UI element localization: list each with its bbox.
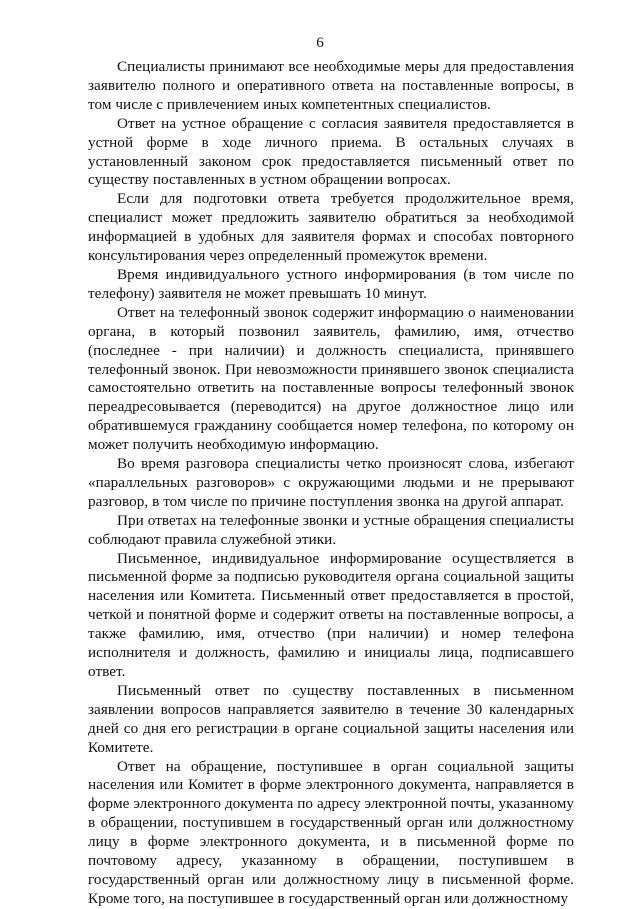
page-number: 6 <box>316 35 324 51</box>
paragraph: Ответ на обращение, поступившее в орган социальной защиты населения или Комитет в форме электронного документа, направляется в форме электронного документа по адресу электронной почты, указанному в обращении, поступившем в государственный орган или должностному лицу в форме электронного документа, и в письменной форме по почтовому адресу, указанному в обращении, поступившем в государственный орган или должностному лицу в письменной форме. Кроме того, на поступившее в государственный орган или должностному <box>88 757 574 907</box>
paragraph: Письменный ответ по существу поставленных в письменном заявлении вопросов направляется заявителю в течение 30 календарных дней со дня его регистрации в органе социальной защиты населения или Комитете. <box>88 681 574 756</box>
paragraph: Время индивидуального устного информирования (в том числе по телефону) заявителя не может превышать 10 минут. <box>88 265 574 302</box>
paragraph: Письменное, индивидуальное информирование осуществляется в письменной форме за подписью руководителя органа социальной защиты населения или Комитета. Письменный ответ предоставляется в простой, четкой и понятной форме и содержит ответы на поставленные вопросы, а также фамилию, имя, отчество (при наличии) и номер телефона исполнителя и должность, фамилию и инициалы лица, подписавшего ответ. <box>88 549 574 680</box>
document-body <box>88 58 574 909</box>
paragraph: Во время разговора специалисты четко произносят слова, избегают «параллельных разговоров» с окружающими людьми и не прерывают разговор, в том числе по причине поступления звонка на другой аппарат. <box>88 455 574 510</box>
paragraph: При ответах на телефонные звонки и устные обращения специалисты соблюдают правила служебной этики. <box>88 511 574 548</box>
paragraph: Если для подготовки ответа требуется продолжительное время, специалист может предложить заявителю обратиться за необходимой информацией в удобных для заявителя формах и способах повторного консультирования через определенный промежуток времени. <box>88 190 574 265</box>
paragraph: Ответ на устное обращение с согласия заявителя предоставляется в устной форме в ходе личного приема. В остальных случаях в установленный законом срок предоставляется письменный ответ по существу поставленных в устном обращении вопросах. <box>88 114 574 189</box>
paragraph: Ответ на телефонный звонок содержит информацию о наименовании органа, в который позвонил заявитель, фамилию, имя, отчество (последнее - при наличии) и должность специалиста, принявшего телефонный звонок. При невозможности принявшего звонок специалиста самостоятельно ответить на поставленные вопросы телефонный звонок переадресовывается (переводится) на другое должностное лицо или обратившемуся гражданину сообщается номер телефона, по которому он может получить необходимую информацию. <box>88 303 574 454</box>
paragraph: Специалисты принимают все необходимые меры для предоставления заявителю полного и оперативного ответа на поставленные вопросы, в том числе с привлечением иных компетентных специалистов. <box>88 58 574 113</box>
